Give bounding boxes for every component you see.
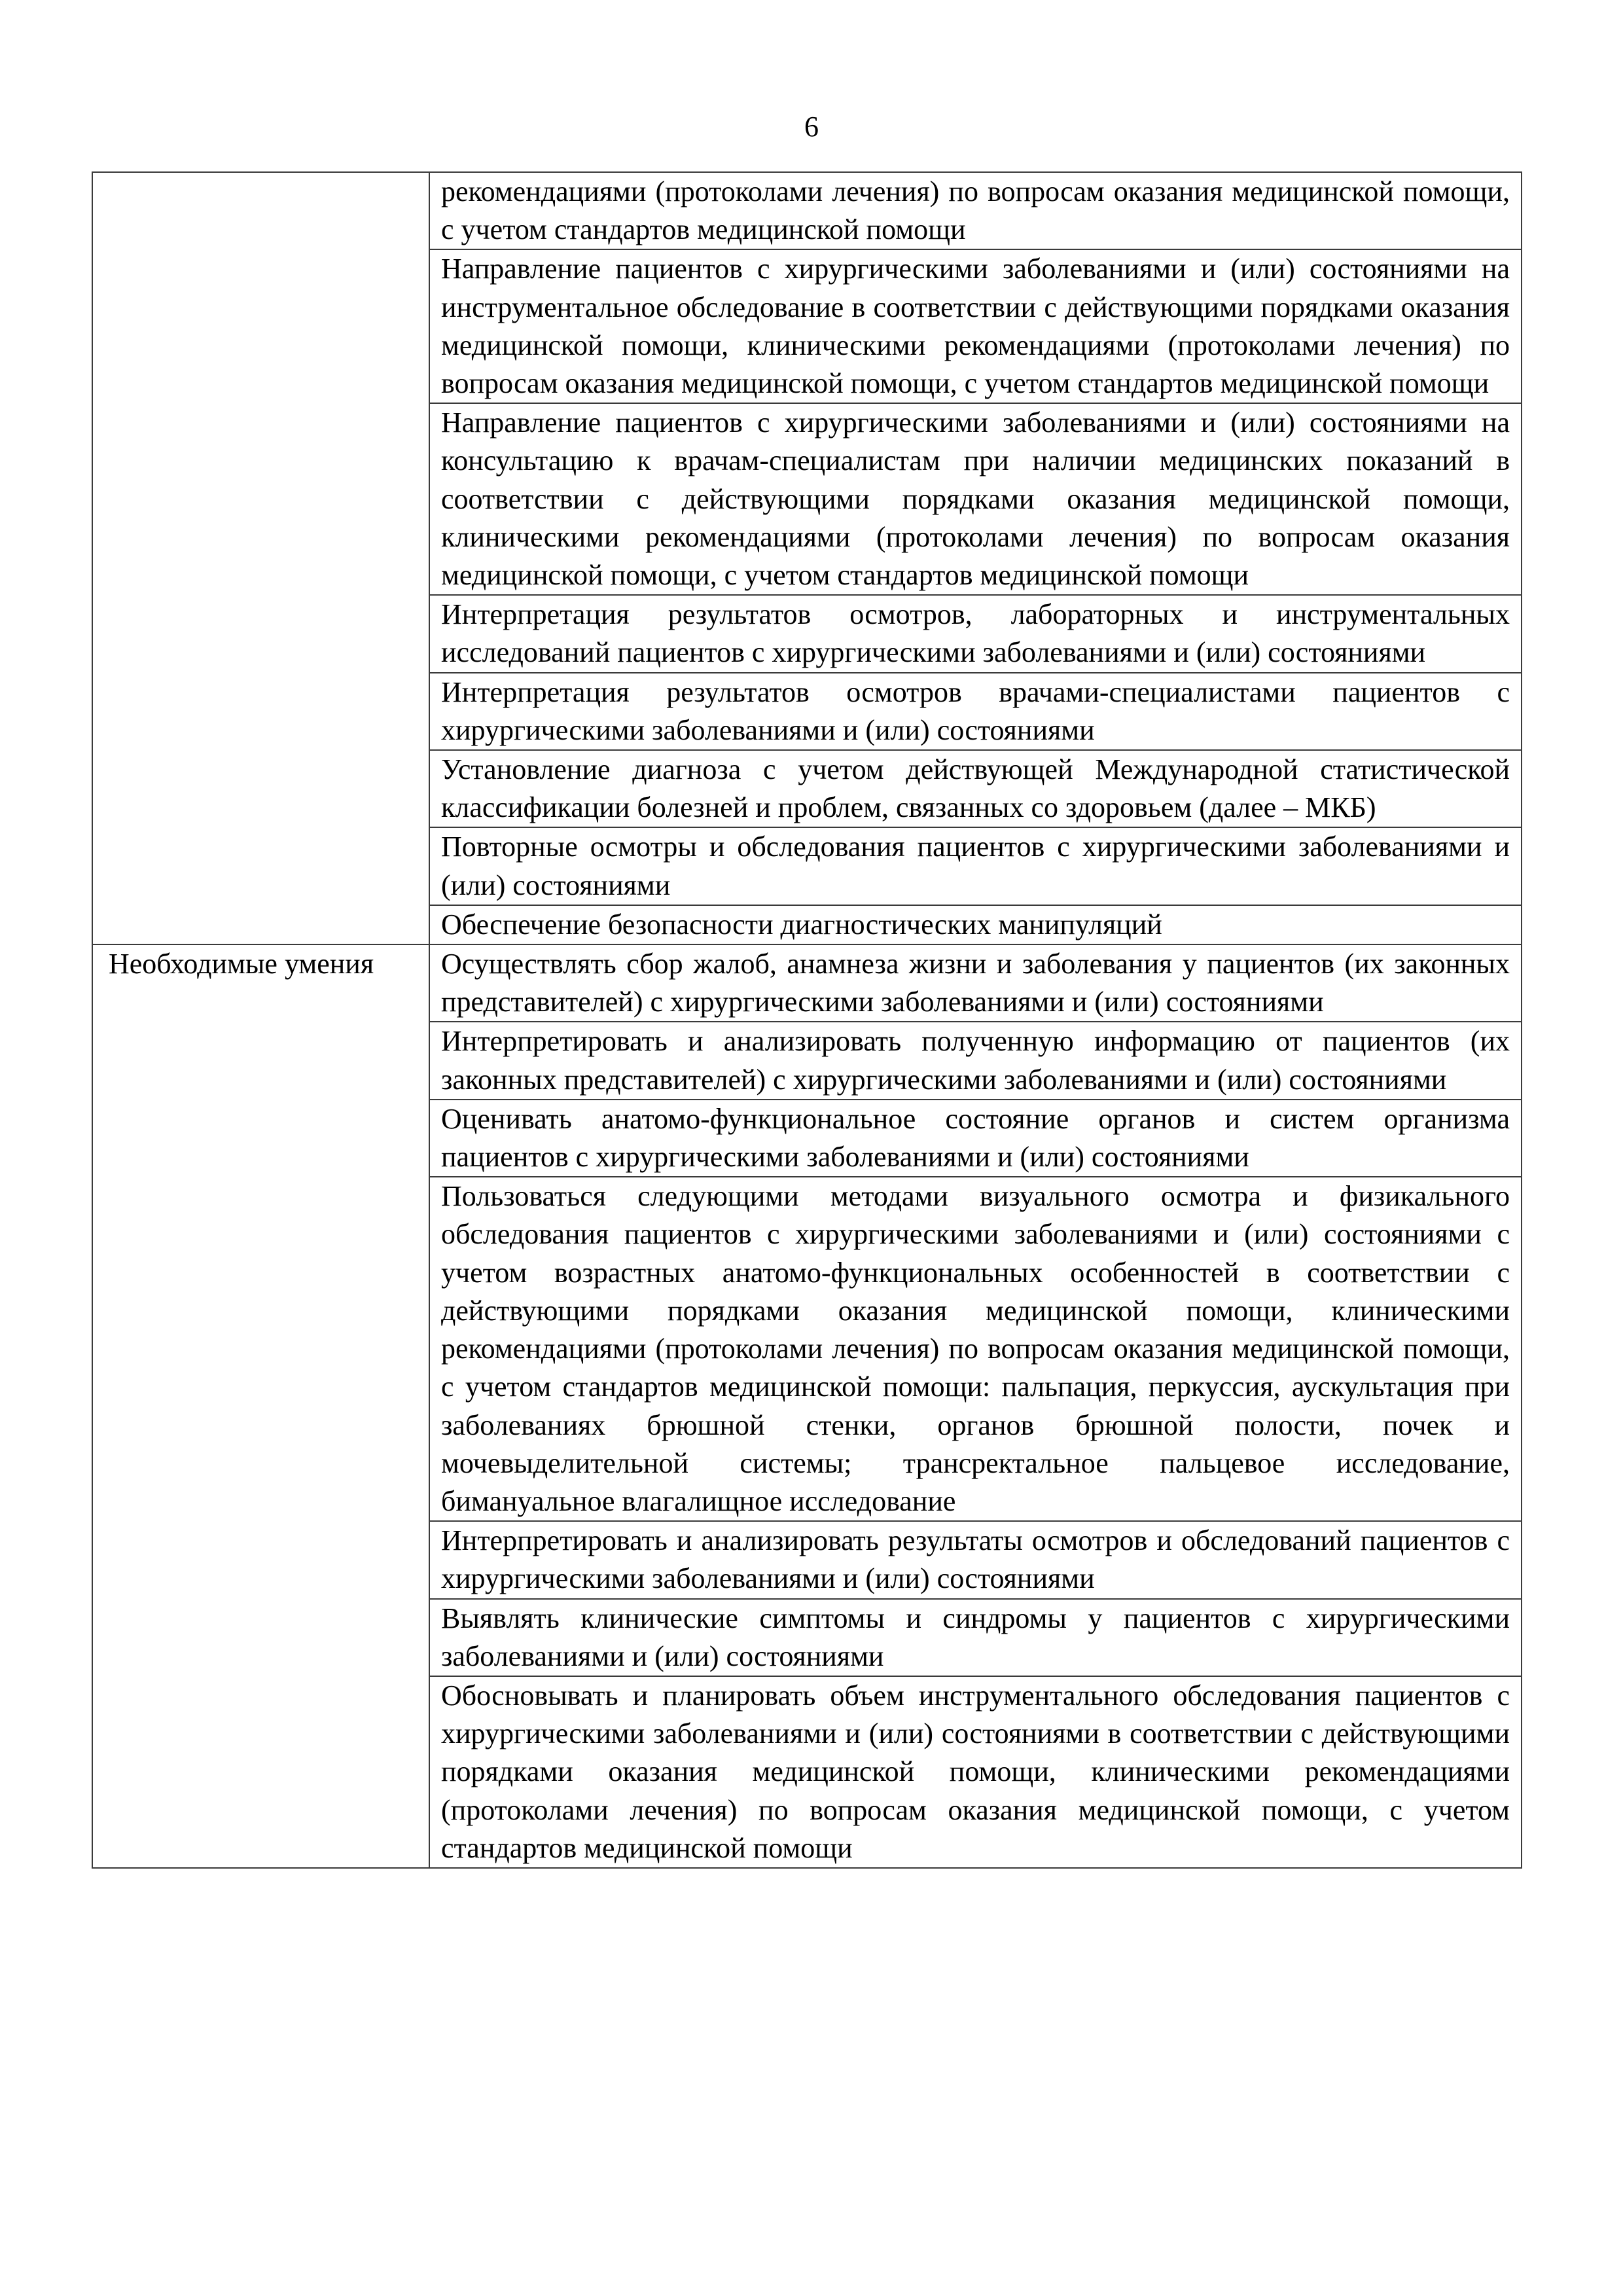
- cell-text: Направление пациентов с хирургическими заболеваниями и (или) состояниями на инструментальное обследование в соответствии с действующими порядками оказания медицинской помощи, клиническими рекомендациями (протоколами лечения) по вопросам оказания медицинской помощи, с учетом стандартов медицинской помощи: [441, 253, 1510, 400]
- group-label-cell: Необходимые умения: [92, 944, 429, 1868]
- cell-text: Интерпретировать и анализировать полученную информацию от пациентов (их законных представителей) с хирургическими заболеваниями и (или) состояниями: [441, 1025, 1510, 1096]
- table-cell: [429, 595, 1522, 672]
- table-cell: [429, 1676, 1522, 1868]
- requirements-table: [92, 171, 1522, 1869]
- table-row: [92, 172, 1522, 249]
- cell-text: Осуществлять сбор жалоб, анамнеза жизни и заболевания у пациентов (их законных представителей) с хирургическими заболеваниями и (или) состояниями: [441, 948, 1510, 1018]
- table-cell: [429, 172, 1522, 249]
- cell-text: Направление пациентов с хирургическими заболеваниями и (или) состояниями на консультацию к врачам-специалистам при наличии медицинских показаний в соответствии с действующими порядками оказания медицинской помощи, клиническими рекомендациями (протоколами лечения) по вопросам оказания медицинской помощи, с учетом стандартов медицинской помощи: [441, 406, 1510, 592]
- cell-text: рекомендациями (протоколами лечения) по вопросам оказания медицинской помощи, с учетом стандартов медицинской помощи: [441, 175, 1510, 246]
- table-cell: [429, 750, 1522, 827]
- table-cell: [429, 827, 1522, 905]
- table-cell: [429, 1022, 1522, 1099]
- table-row: [92, 944, 1522, 1022]
- table-cell: [429, 1177, 1522, 1521]
- cell-text: Обеспечение безопасности диагностических манипуляций: [441, 908, 1162, 941]
- cell-text: Оценивать анатомо-функциональное состояние органов и систем организма пациентов с хирургическими заболеваниями и (или) состояниями: [441, 1102, 1510, 1174]
- cell-text: Установление диагноза с учетом действующей Международной статистической классификации болезней и проблем, связанных со здоровьем (далее – МКБ): [441, 753, 1510, 824]
- table-cell: [429, 944, 1522, 1022]
- table-cell: [429, 1599, 1522, 1676]
- cell-text: Интерпретировать и анализировать результаты осмотров и обследований пациентов с хирургическими заболеваниями и (или) состояниями: [441, 1524, 1510, 1595]
- table-cell: [429, 249, 1522, 403]
- table-cell: [429, 1100, 1522, 1177]
- cell-text: Выявлять клинические симптомы и синдромы у пациентов с хирургическими заболеваниями и (или) состояниями: [441, 1602, 1510, 1672]
- cell-text: Пользоваться следующими методами визуального осмотра и физикального обследования пациентов с хирургическими заболеваниями и (или) состояниями с учетом возрастных анатомо-функциональных особенностей в соответствии с действующими порядками оказания медицинской помощи, клиническими рекомендациями (протоколами лечения) по вопросам оказания медицинской помощи, с учетом стандартов медицинской помощи: пальпация, перкуссия, аускультация при заболеваниях брюшной стенки, органов брюшной полости, почек и мочевыделительной системы; трансректальное пальцевое исследование, бимануальное влагалищное исследование: [441, 1180, 1510, 1517]
- cell-text: Обосновывать и планировать объем инструментального обследования пациентов с хирургическими заболеваниями и (или) состояниями в соответствии с действующими порядками оказания медицинской помощи, клиническими рекомендациями (протоколами лечения) по вопросам оказания медицинской помощи, с учетом стандартов медицинской помощи: [441, 1679, 1510, 1864]
- cell-text: Интерпретация результатов осмотров врачами-специалистами пациентов с хирургическими заболеваниями и (или) состояниями: [441, 675, 1510, 746]
- group-label-cell: [92, 172, 429, 944]
- table-cell: [429, 403, 1522, 595]
- table-cell: [429, 1521, 1522, 1598]
- page-number: 6: [804, 111, 819, 143]
- table-cell: [429, 905, 1522, 944]
- cell-text: Повторные осмотры и обследования пациентов с хирургическими заболеваниями и (или) состояниями: [441, 831, 1510, 901]
- cell-text: Интерпретация результатов осмотров, лабораторных и инструментальных исследований пациентов с хирургическими заболеваниями и (или) состояниями: [441, 598, 1510, 669]
- table-cell: [429, 673, 1522, 750]
